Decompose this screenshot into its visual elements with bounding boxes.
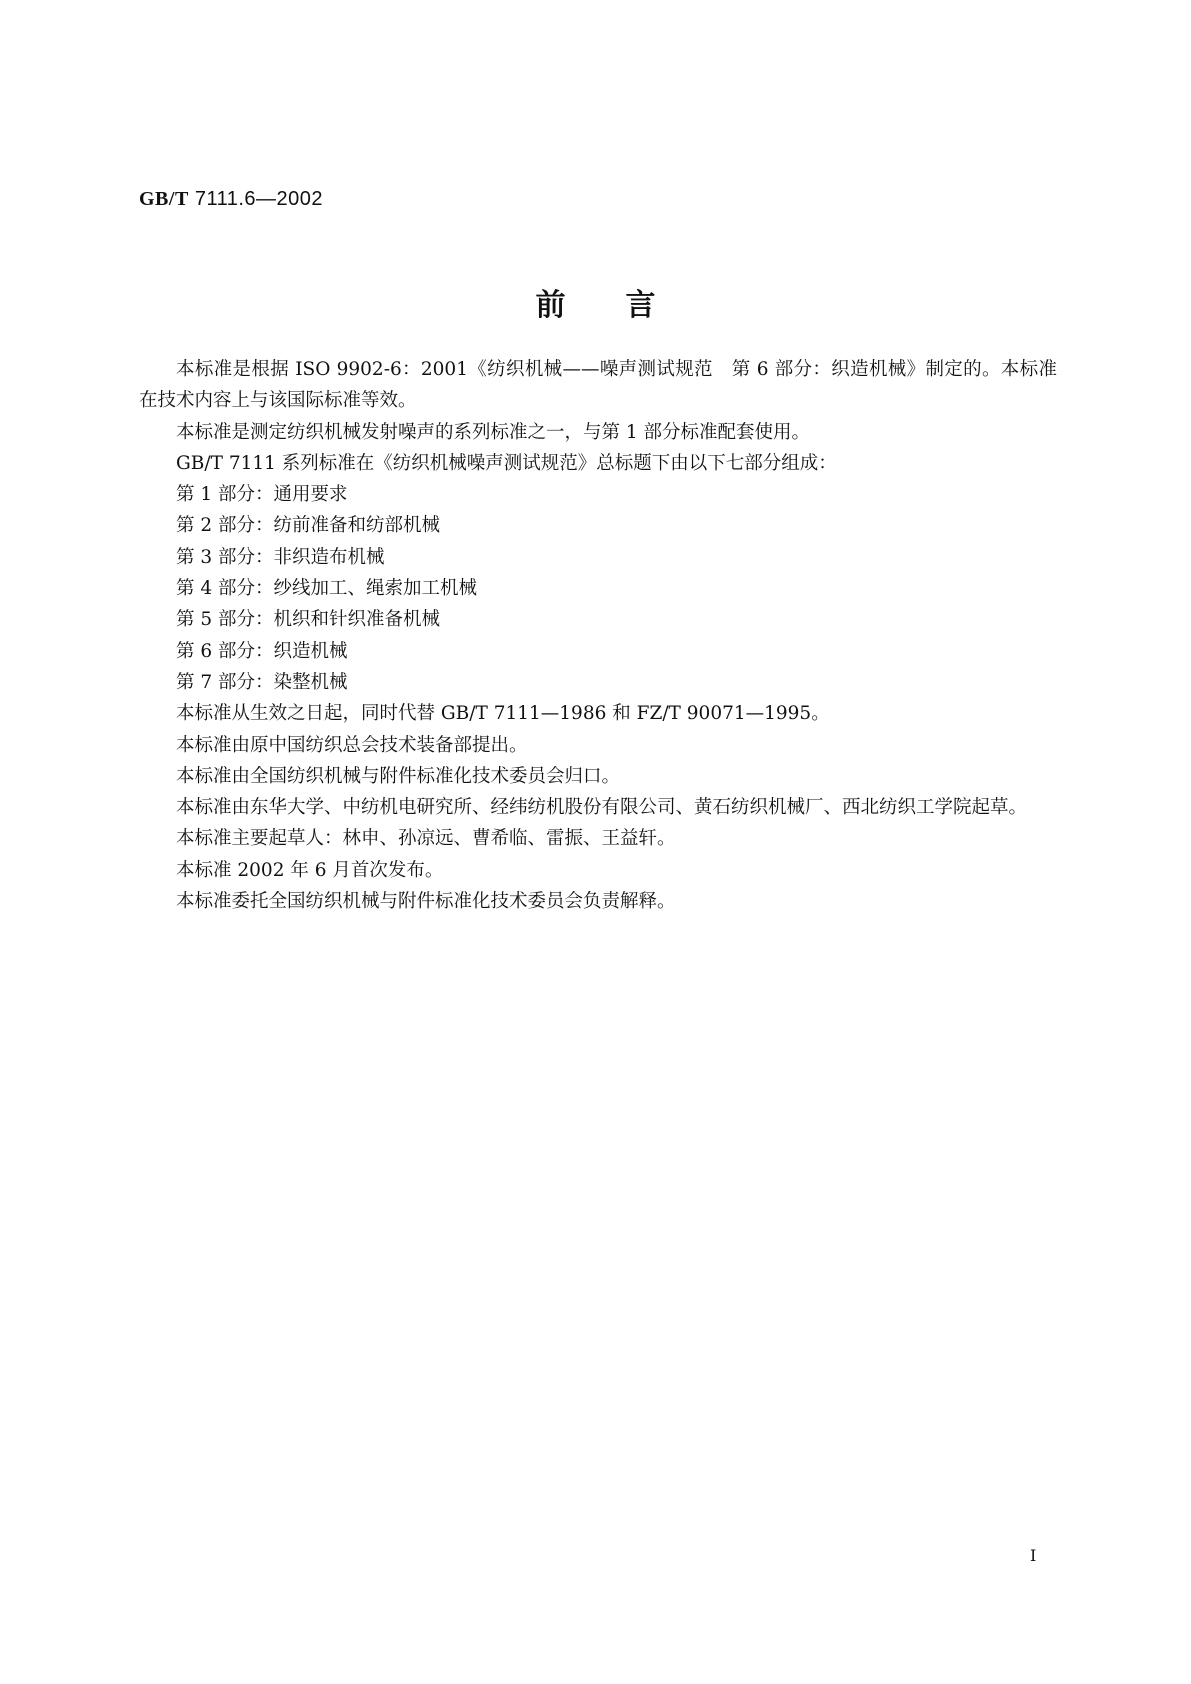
paragraph-interpretation: 本标准委托全国纺织机械与附件标准化技术委员会负责解释。 [176,891,676,913]
paragraph-centralized: 本标准由全国纺织机械与附件标准化技术委员会归口。 [176,765,621,787]
list-item-part-1: 第 1 部分：通用要求 [176,484,348,506]
paragraph-first-release: 本标准 2002 年 6 月首次发布。 [176,859,444,881]
list-item-part-7: 第 7 部分：染整机械 [176,671,348,693]
page-title: 前言 [535,288,716,323]
list-item-part-3: 第 3 部分：非织造布机械 [176,546,385,568]
paragraph-drafters: 本标准主要起草人：林申、孙凉远、曹希临、雷振、王益轩。 [176,828,676,850]
paragraph-parts-intro: GB/T 7111 系列标准在《纺织机械噪声测试规范》总标题下由以下七部分组成： [176,452,837,474]
list-item-part-6: 第 6 部分：织造机械 [176,640,348,662]
foreword-body [139,354,1057,917]
paragraph-drafting-units: 本标准由东华大学、中纺机电研究所、经纬纺机股份有限公司、黄石纺织机械厂、西北纺织工学院起草。 [176,797,1028,819]
paragraph-proposer: 本标准由原中国纺织总会技术装备部提出。 [176,734,528,756]
paragraph-series: 本标准是测定纺织机械发射噪声的系列标准之一，与第 1 部分标准配套使用。 [176,421,811,443]
standard-code-header [139,188,323,211]
page-number: I [1030,1546,1037,1565]
paragraph-replacement: 本标准从生效之日起，同时代替 GB/T 7111—1986 和 FZ/T 90071—1995。 [176,703,830,725]
standard-code-number: 7111.6—2002 [188,188,324,210]
list-item-part-4: 第 4 部分：纱线加工、绳索加工机械 [176,578,478,600]
list-item-part-2: 第 2 部分：纺前准备和纺部机械 [176,515,441,537]
standard-code-prefix: GB/T [139,188,189,210]
list-item-part-5: 第 5 部分：机织和针织准备机械 [176,609,441,631]
paragraph-basis: 本标准是根据 ISO 9902-6：2001《纺织机械——噪声测试规范 第 6 部分：织造机械》制定的。本标准在技术内容上与该国际标准等效。 [139,359,1057,412]
